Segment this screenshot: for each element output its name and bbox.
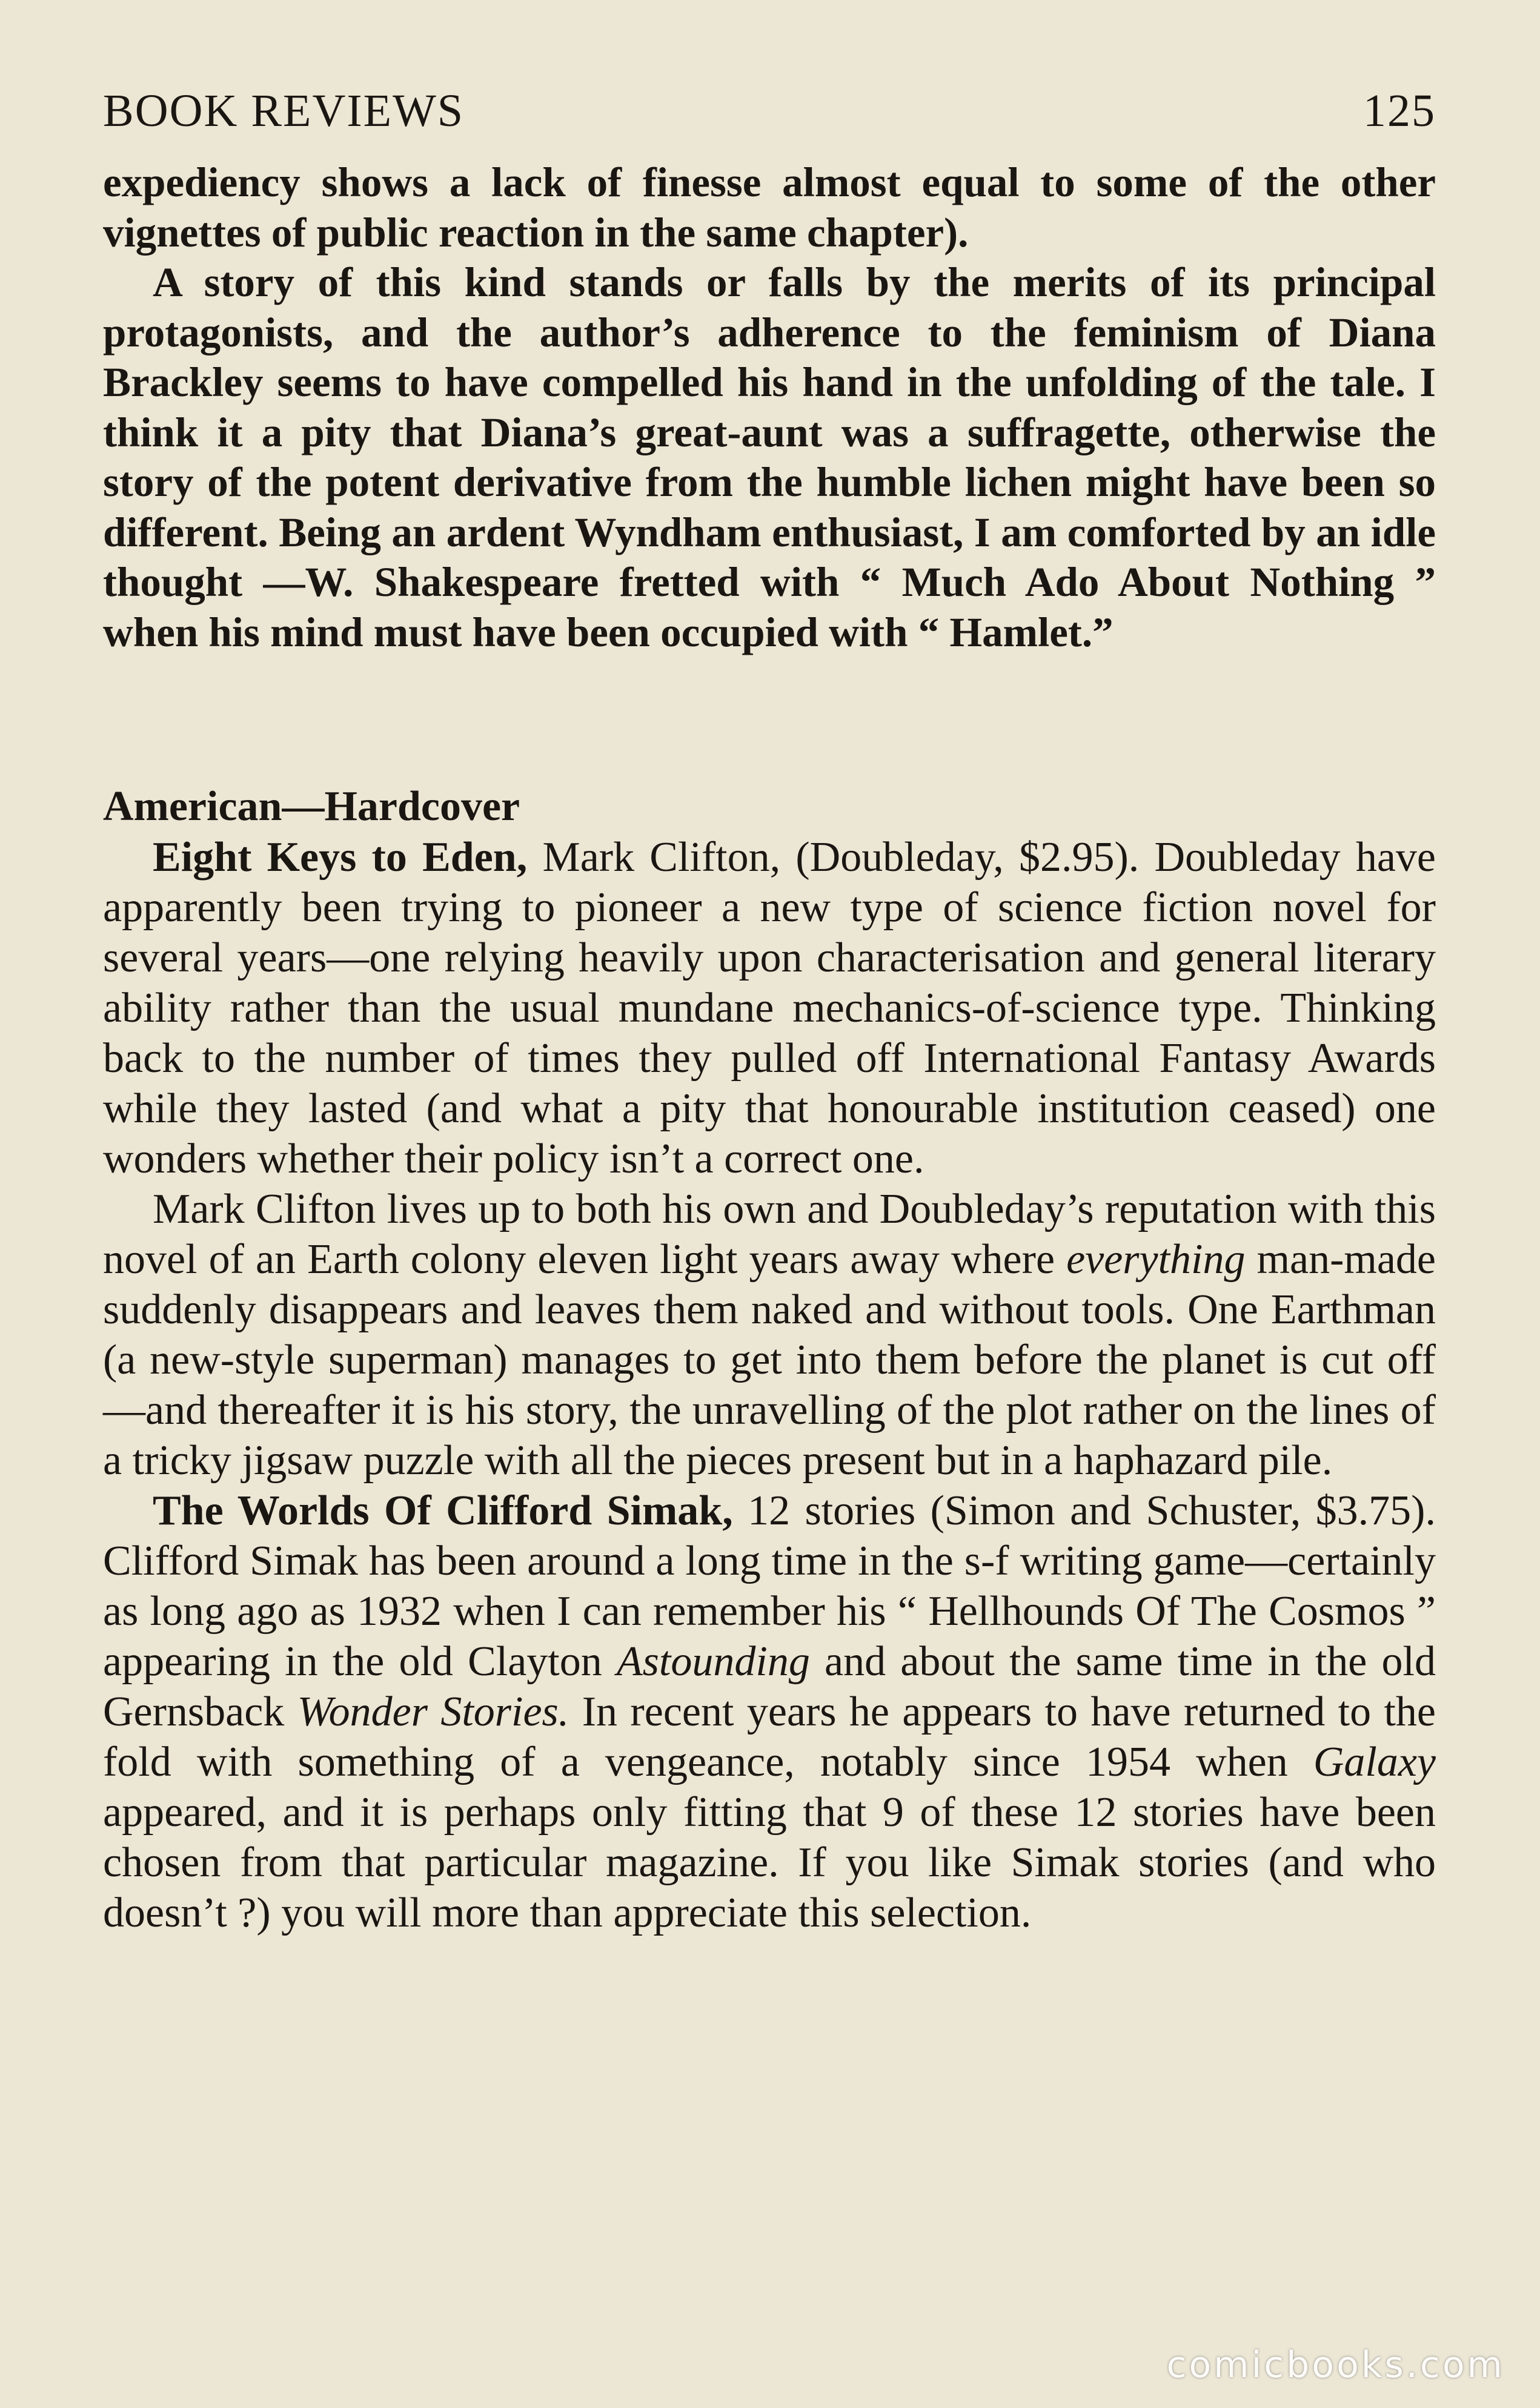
- review-worlds-of-simak: [103, 1486, 1436, 1938]
- review-paragraph: [103, 1486, 1436, 1938]
- book-title: The Worlds Of Clifford Simak,: [153, 1487, 733, 1534]
- book-title: Eight Keys to Eden,: [153, 834, 528, 881]
- section-title: BOOK REVIEWS: [103, 85, 465, 136]
- review-text: 12 stories (Simon and Schuster, $3.75). Clifford Simak has been around a long time in the s-f writing game—certainly as long ago as 1932 when I can remember his “ Hellhounds Of The Cosmos ” appearing in the old Clayton: [103, 1487, 1436, 1685]
- magazine-title: Astounding: [616, 1638, 810, 1685]
- section-heading: American—Hardcover: [103, 783, 520, 830]
- review-paragraph: [103, 1184, 1436, 1486]
- page: [103, 85, 1436, 1938]
- review-text: man-made suddenly disappears and leaves them naked and without tools. One Earthman (a new-style superman) manages to get into them before the planet is cut off—and thereafter it is his story, the unravelling of the plot rather on the lines of a tricky jigsaw puzzle with all the pieces present but in a haphazard pile.: [103, 1236, 1436, 1484]
- emphasis-text: everything: [1066, 1236, 1246, 1283]
- continued-review: [103, 157, 1436, 657]
- continued-paragraph-2: A story of this kind stands or falls by the merits of its principal protagonists, and the author’s adherence to the feminism of Diana Brackley seems to have compelled his hand in the unfolding of the tale. I think it a pity that Diana’s great-aunt was a suffragette, otherwise the story of the potent derivative from the humble lichen might have been so different. Being an ardent Wyndham enthusiast, I am comforted by an idle thought —W. Shakespeare fretted with “ Much Ado About Nothing ” when his mind must have been occupied with “ Hamlet.”: [103, 259, 1436, 655]
- magazine-title: Galaxy: [1313, 1739, 1436, 1785]
- review-text: and about the same time in the old Gernsback: [103, 1638, 1436, 1735]
- review-text: Mark Clifton, (Doubleday, $2.95). Doubleday have apparently been trying to pioneer a new type of science fiction novel for several years—one relying heavily upon characterisation and general literary ability rather than the usual mundane mechanics-of-science type. Thinking back to the number of times they pulled off International Fantasy Awards while they lasted (and what a pity that honourable institution ceased) one wonders whether their policy isn’t a correct one.: [103, 834, 1436, 1182]
- magazine-title: Wonder Stories.: [297, 1689, 569, 1735]
- watermark: comicbooks.com: [1166, 2344, 1505, 2386]
- review-paragraph: [103, 832, 1436, 1184]
- page-number: 125: [1363, 85, 1436, 136]
- review-eight-keys: [103, 832, 1436, 1486]
- running-head: [103, 85, 1436, 157]
- review-text: Mark Clifton lives up to both his own and Doubleday’s reputation with this novel of an Earth colony eleven light years away where: [103, 1186, 1436, 1283]
- review-text: In recent years he appears to have returned to the fold with something of a vengeance, notably since 1954 when: [103, 1689, 1436, 1785]
- review-text: appeared, and it is perhaps only fitting that 9 of these 12 stories have been chosen from that particular magazine. If you like Simak stories (and who doesn’t ?) you will more than appreciate this selection.: [103, 1789, 1436, 1936]
- continued-paragraph-1: expediency shows a lack of finesse almost equal to some of the other vignettes of public reaction in the same chapter).: [103, 159, 1436, 256]
